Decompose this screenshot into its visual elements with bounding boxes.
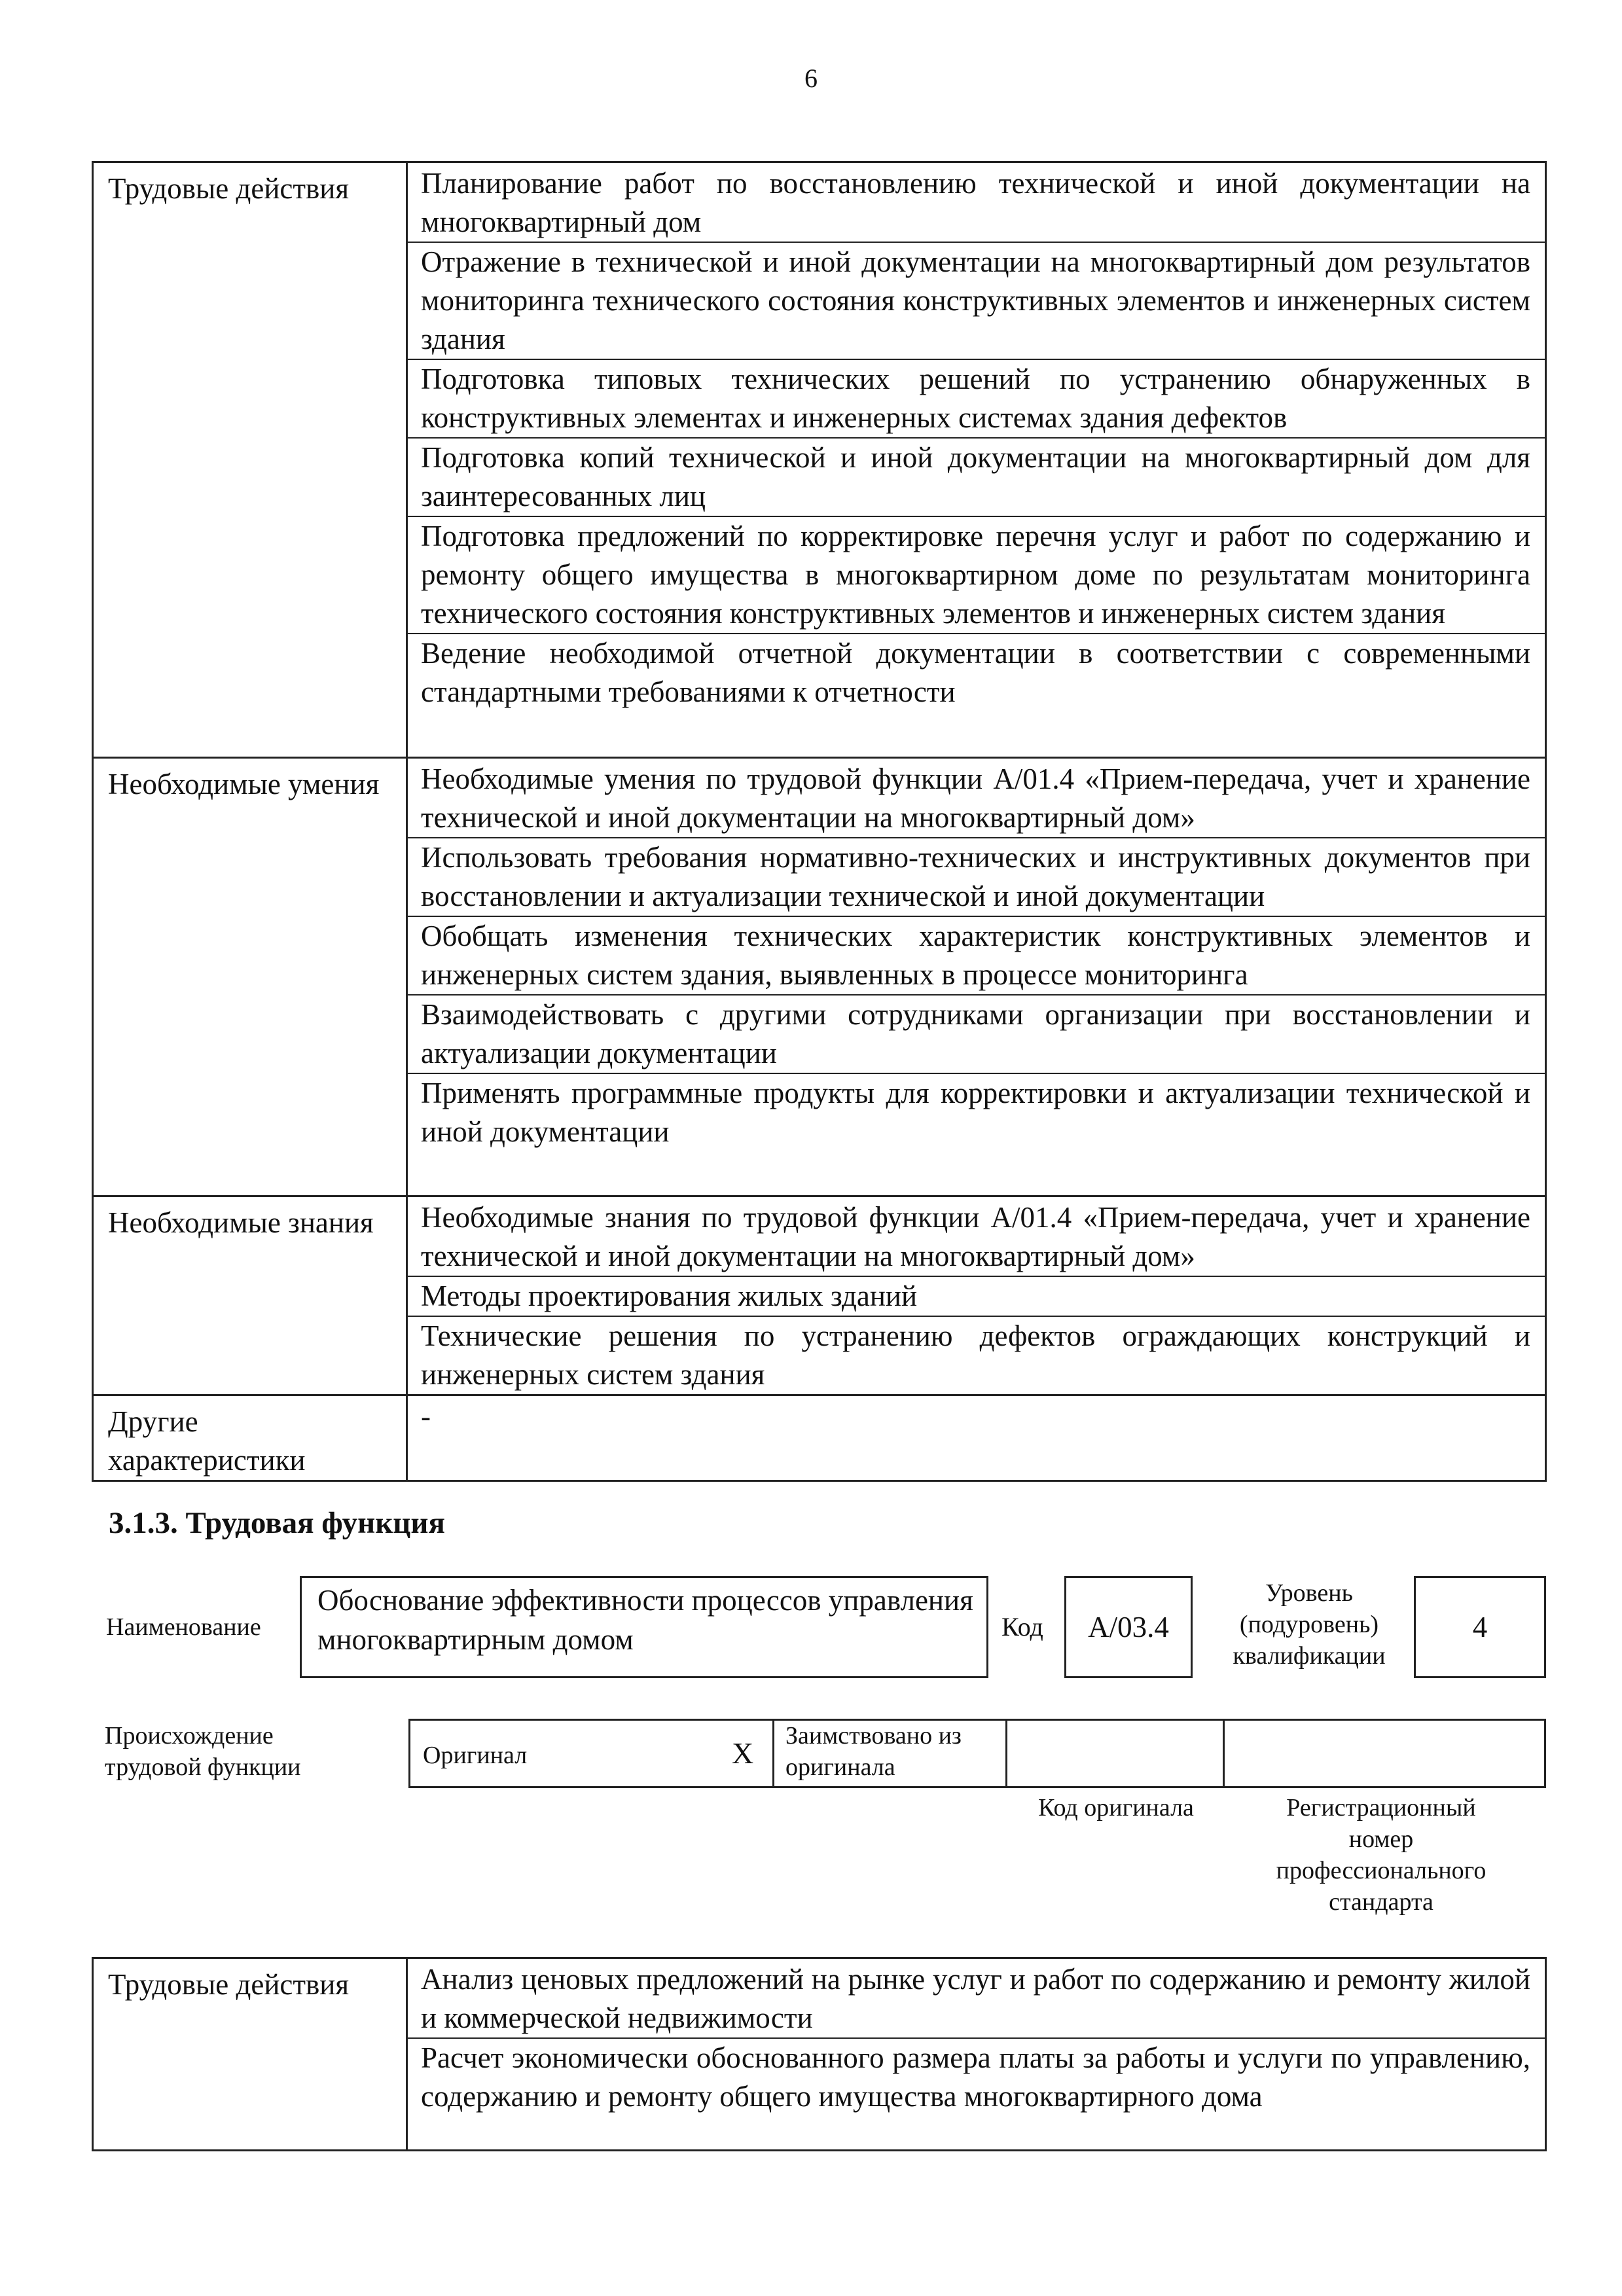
list-item: Планирование работ по восстановлению технической и иной документации на многоквартирный дом [408, 163, 1545, 243]
list-item: Расчет экономически обоснованного размера платы за работы и услуги по управлению, содержанию и ремонту общего имущества многоквартирного дома [421, 2041, 1530, 2113]
list-item: Анализ ценовых предложений на рынке услуг и работ по содержанию и ремонту жилой и коммерческой недвижимости [408, 1959, 1545, 2039]
list-item: Отражение в технической и иной документации на многоквартирный дом результатов мониторинга технического состояния конструктивных элементов и инженерных систем здания [408, 243, 1545, 360]
name-label: Наименование [106, 1613, 261, 1641]
row-label: Необходимые умения [93, 758, 407, 1196]
table-row [93, 1958, 1546, 2151]
row-content [407, 1196, 1546, 1395]
list-item: Ведение необходимой отчетной документации в соответствии с современными стандартными требованиями к отчетности [421, 637, 1530, 708]
reg-number-caption: Регистрационный номер профессионального стандарта [1276, 1794, 1487, 1916]
table-row [93, 1395, 1546, 1481]
level-value-box [1414, 1576, 1546, 1678]
name-value-box [300, 1576, 988, 1678]
list-item: - [421, 1400, 431, 1433]
borrowed-label: Заимствовано из оригинала [785, 1722, 962, 1781]
list-item: Взаимодействовать с другими сотрудниками организации при восстановлении и актуализации документации [408, 996, 1545, 1074]
name-value: Обоснование эффективности процессов управления многоквартирным домом [317, 1584, 973, 1656]
table-row [93, 162, 1546, 758]
list-item: Использовать требования нормативно-технических и инструктивных документов при восстановлении и актуализации технической и иной документации [408, 838, 1545, 917]
list-item: Подготовка копий технической и иной документации на многоквартирный дом для заинтересованных лиц [408, 439, 1545, 517]
table-row [93, 758, 1546, 1196]
row-label: Трудовые действия [93, 162, 407, 758]
page-number: 6 [804, 63, 818, 93]
row-content [407, 758, 1546, 1196]
list-item: Необходимые умения по трудовой функции А/01.4 «Прием-передача, учет и хранение технической и иной документации на многоквартирный дом» [408, 759, 1545, 838]
code-value-box [1064, 1576, 1193, 1678]
level-value: 4 [1472, 1611, 1488, 1643]
row-content [407, 1395, 1546, 1481]
code-value: А/03.4 [1088, 1611, 1169, 1643]
row-label: Другие характеристики [93, 1395, 407, 1481]
list-item: Методы проектирования жилых зданий [408, 1277, 1545, 1317]
level-label: Уровень (подуровень) квалификации [1233, 1579, 1386, 1670]
origin-divider [1005, 1719, 1007, 1788]
origin-divider [772, 1719, 774, 1788]
origin-divider [1223, 1719, 1225, 1788]
code-label: Код [1001, 1612, 1043, 1641]
work-actions-table [92, 1957, 1547, 2151]
list-item: Применять программные продукты для корректировки и актуализации технической и иной документации [421, 1077, 1530, 1148]
origin-label: Происхождение трудовой функции [105, 1722, 301, 1781]
list-item: Подготовка типовых технических решений по устранению обнаруженных в конструктивных элементах и инженерных системах здания дефектов [408, 360, 1545, 439]
original-mark: X [732, 1736, 754, 1770]
list-item: Обобщать изменения технических характеристик конструктивных элементов и инженерных систем здания, выявленных в процессе мониторинга [408, 917, 1545, 996]
row-content [407, 1958, 1546, 2151]
list-item: Технические решения по устранению дефектов ограждающих конструкций и инженерных систем здания [421, 1319, 1530, 1391]
row-label: Необходимые знания [93, 1196, 407, 1395]
row-content [407, 162, 1546, 758]
table-row [93, 1196, 1546, 1395]
list-item: Необходимые знания по трудовой функции А/01.4 «Прием-передача, учет и хранение технической и иной документации на многоквартирный дом» [408, 1197, 1545, 1277]
section-title: 3.1.3. Трудовая функция [109, 1506, 445, 1540]
original-label: Оригинал [423, 1742, 528, 1769]
work-function-table [92, 161, 1547, 1482]
code-original-caption: Код оригинала [1038, 1794, 1194, 1821]
row-label: Трудовые действия [93, 1958, 407, 2151]
list-item: Подготовка предложений по корректировке перечня услуг и работ по содержанию и ремонту общего имущества в многоквартирном доме по результатам мониторинга технического состояния конструктивных элементов и инженерных систем здания [408, 517, 1545, 634]
